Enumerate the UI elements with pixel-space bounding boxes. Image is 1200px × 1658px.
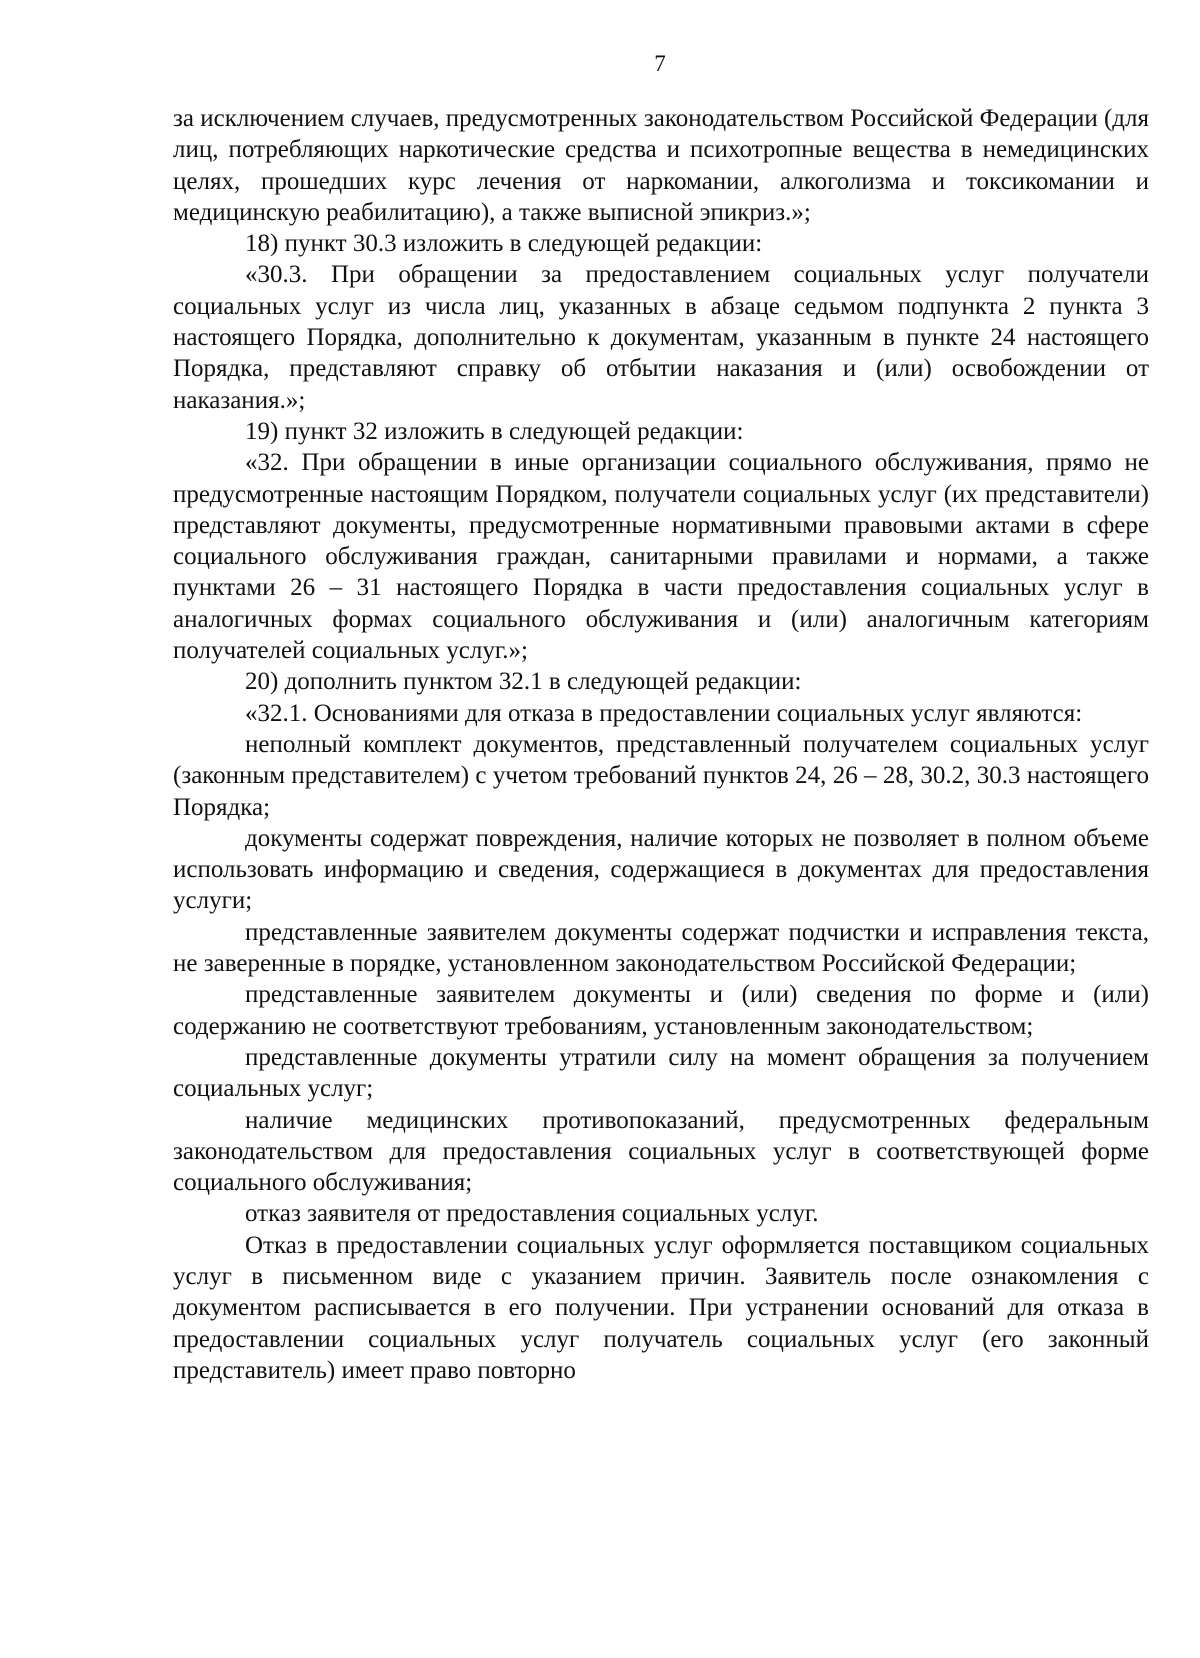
paragraph-ground-incomplete-documents: неполный комплект документов, представленный получателем социальных услуг (законным представителем) с учетом требований пунктов 24, 26 – 28, 30.2, 30.3 настоящего Порядка; <box>173 730 1149 821</box>
paragraph-item-19-heading: 19) пункт 32 изложить в следующей редакции: <box>245 417 744 445</box>
document-body <box>173 103 1149 1386</box>
paragraph-refusal-procedure: Отказ в предоставлении социальных услуг оформляется поставщиком социальных услуг в письменном виде с указанием причин. Заявитель после ознакомления с документом расписывается в его получении. При устранении оснований для отказа в предоставлении социальных услуг получатель социальных услуг (его законный представитель) имеет право повторно <box>173 1231 1149 1384</box>
paragraph-ground-expired: представленные документы утратили силу на момент обращения за получением социальных услуг; <box>173 1043 1149 1103</box>
paragraph-ground-nonconforming: представленные заявителем документы и (или) сведения по форме и (или) содержанию не соответствуют требованиям, установленным законодательством; <box>173 981 1149 1040</box>
page-number: 7 <box>654 51 666 76</box>
paragraph-point-32: «32. При обращении в иные организации социального обслуживания, прямо не предусмотренные настоящим Порядком, получатели социальных услуг (их представители) представляют документы, предусмотренные нормативными правовыми актами в сфере социального обслуживания граждан, санитарными правилами и нормами, а также пунктами 26 – 31 настоящего Порядка в части предоставления социальных услуг в аналогичных формах социального обслуживания и (или) аналогичным категориям получателей социальных услуг.»; <box>173 449 1149 665</box>
paragraph-ground-damaged-documents: документы содержат повреждения, наличие которых не позволяет в полном объеме использовать информацию и сведения, содержащиеся в документах для предоставления услуги; <box>173 824 1149 915</box>
paragraph-ground-refusal: отказ заявителя от предоставления социальных услуг. <box>245 1200 819 1228</box>
paragraph-item-18-heading: 18) пункт 30.3 изложить в следующей редакции: <box>245 230 763 258</box>
paragraph-ground-contraindications: наличие медицинских противопоказаний, предусмотренных федеральным законодательством для предоставления социальных услуг в соответствующей форме социального обслуживания; <box>173 1106 1149 1197</box>
paragraph-item-20-heading: 20) дополнить пунктом 32.1 в следующей редакции: <box>245 668 802 696</box>
paragraph-ground-corrections: представленные заявителем документы содержат подчистки и исправления текста, не заверенные в порядке, установленном законодательством Российской Федерации; <box>173 918 1149 978</box>
paragraph-intro-continuation: за исключением случаев, предусмотренных законодательством Российской Федерации (для лиц, потребляющих наркотические средства и психотропные вещества в немедицинских целях, прошедших курс лечения от наркомании, алкоголизма и токсикомании и медицинскую реабилитацию), а также выписной эпикриз.»; <box>173 105 1149 226</box>
paragraph-point-30-3: «30.3. При обращении за предоставлением социальных услуг получатели социальных услуг из числа лиц, указанных в абзаце седьмом подпункта 2 пункта 3 настоящего Порядка, дополнительно к документам, указанным в пункте 24 настоящего Порядка, представляют справку об отбытии наказания и (или) освобождении от наказания.»; <box>173 261 1149 414</box>
paragraph-point-32-1: «32.1. Основаниями для отказа в предоставлении социальных услуг являются: <box>245 699 1083 727</box>
